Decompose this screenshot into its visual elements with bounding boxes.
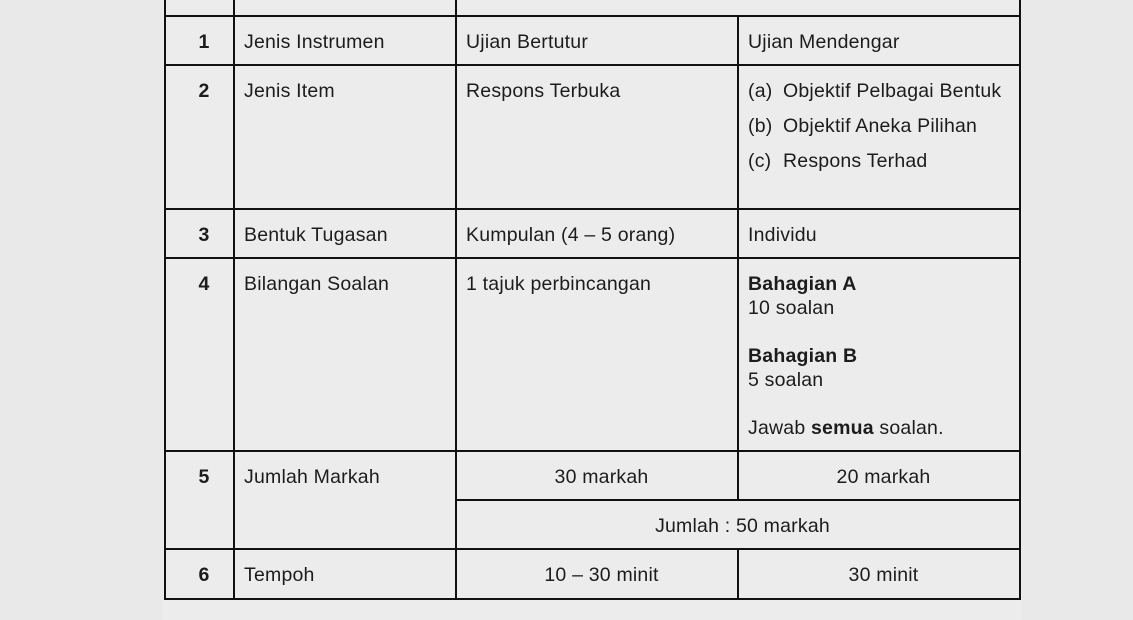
list-marker: (b) [748,115,773,137]
instruction-suffix: soalan. [873,417,944,439]
speaking-test-cell: Respons Terbuka [456,65,738,209]
row-number: 1 [165,16,234,65]
section-b-block [748,344,1019,392]
listening-test-cell [738,65,1020,209]
speaking-marks-cell: 30 markah [456,451,738,500]
row-number: 6 [165,549,234,599]
list-text: Respons Terhad [783,150,928,172]
table-row [165,16,1020,65]
table-row [165,549,1020,599]
listening-marks-cell: 20 markah [738,451,1020,500]
list-marker: (c) [748,150,772,172]
list-item [748,114,1019,138]
listening-test-cell [738,258,1020,451]
header-cell [165,0,234,16]
table-header-row [165,0,1020,16]
aspect-cell: Jenis Instrumen [234,16,456,65]
section-a-heading: Bahagian A [748,273,857,295]
instruction-text [748,416,1019,440]
listening-test-cell: Individu [738,209,1020,258]
row-number: 5 [165,451,234,549]
table-row [165,65,1020,209]
header-cell [234,0,456,16]
header-cell [456,0,1020,16]
list-text: Objektif Aneka Pilihan [783,115,978,137]
aspect-cell: Bilangan Soalan [234,258,456,451]
list-item [748,149,1019,173]
instruction-prefix: Jawab [748,417,811,439]
speaking-test-cell: Kumpulan (4 – 5 orang) [456,209,738,258]
total-marks-cell: Jumlah : 50 markah [456,500,1020,549]
aspect-cell: Tempoh [234,549,456,599]
instruction-emphasis: semua [811,417,874,439]
table-row [165,209,1020,258]
aspect-cell: Bentuk Tugasan [234,209,456,258]
section-b-heading: Bahagian B [748,345,858,367]
row-number: 4 [165,258,234,451]
list-text: Objektif Pelbagai Bentuk [783,80,1002,102]
section-a-block [748,272,1019,320]
aspect-cell: Jumlah Markah [234,451,456,549]
section-a-count: 10 soalan [748,297,835,319]
section-b-count: 5 soalan [748,369,824,391]
speaking-test-cell: 1 tajuk perbincangan [456,258,738,451]
table-row [165,451,1020,500]
aspect-cell: Jenis Item [234,65,456,209]
row-number: 3 [165,209,234,258]
table-row [165,258,1020,451]
speaking-test-cell: Ujian Bertutur [456,16,738,65]
row-number: 2 [165,65,234,209]
listening-test-cell: Ujian Mendengar [738,16,1020,65]
speaking-duration-cell: 10 – 30 minit [456,549,738,599]
list-item [748,79,1019,103]
listening-duration-cell: 30 minit [738,549,1020,599]
assessment-spec-table [164,0,1021,600]
list-marker: (a) [748,80,773,102]
